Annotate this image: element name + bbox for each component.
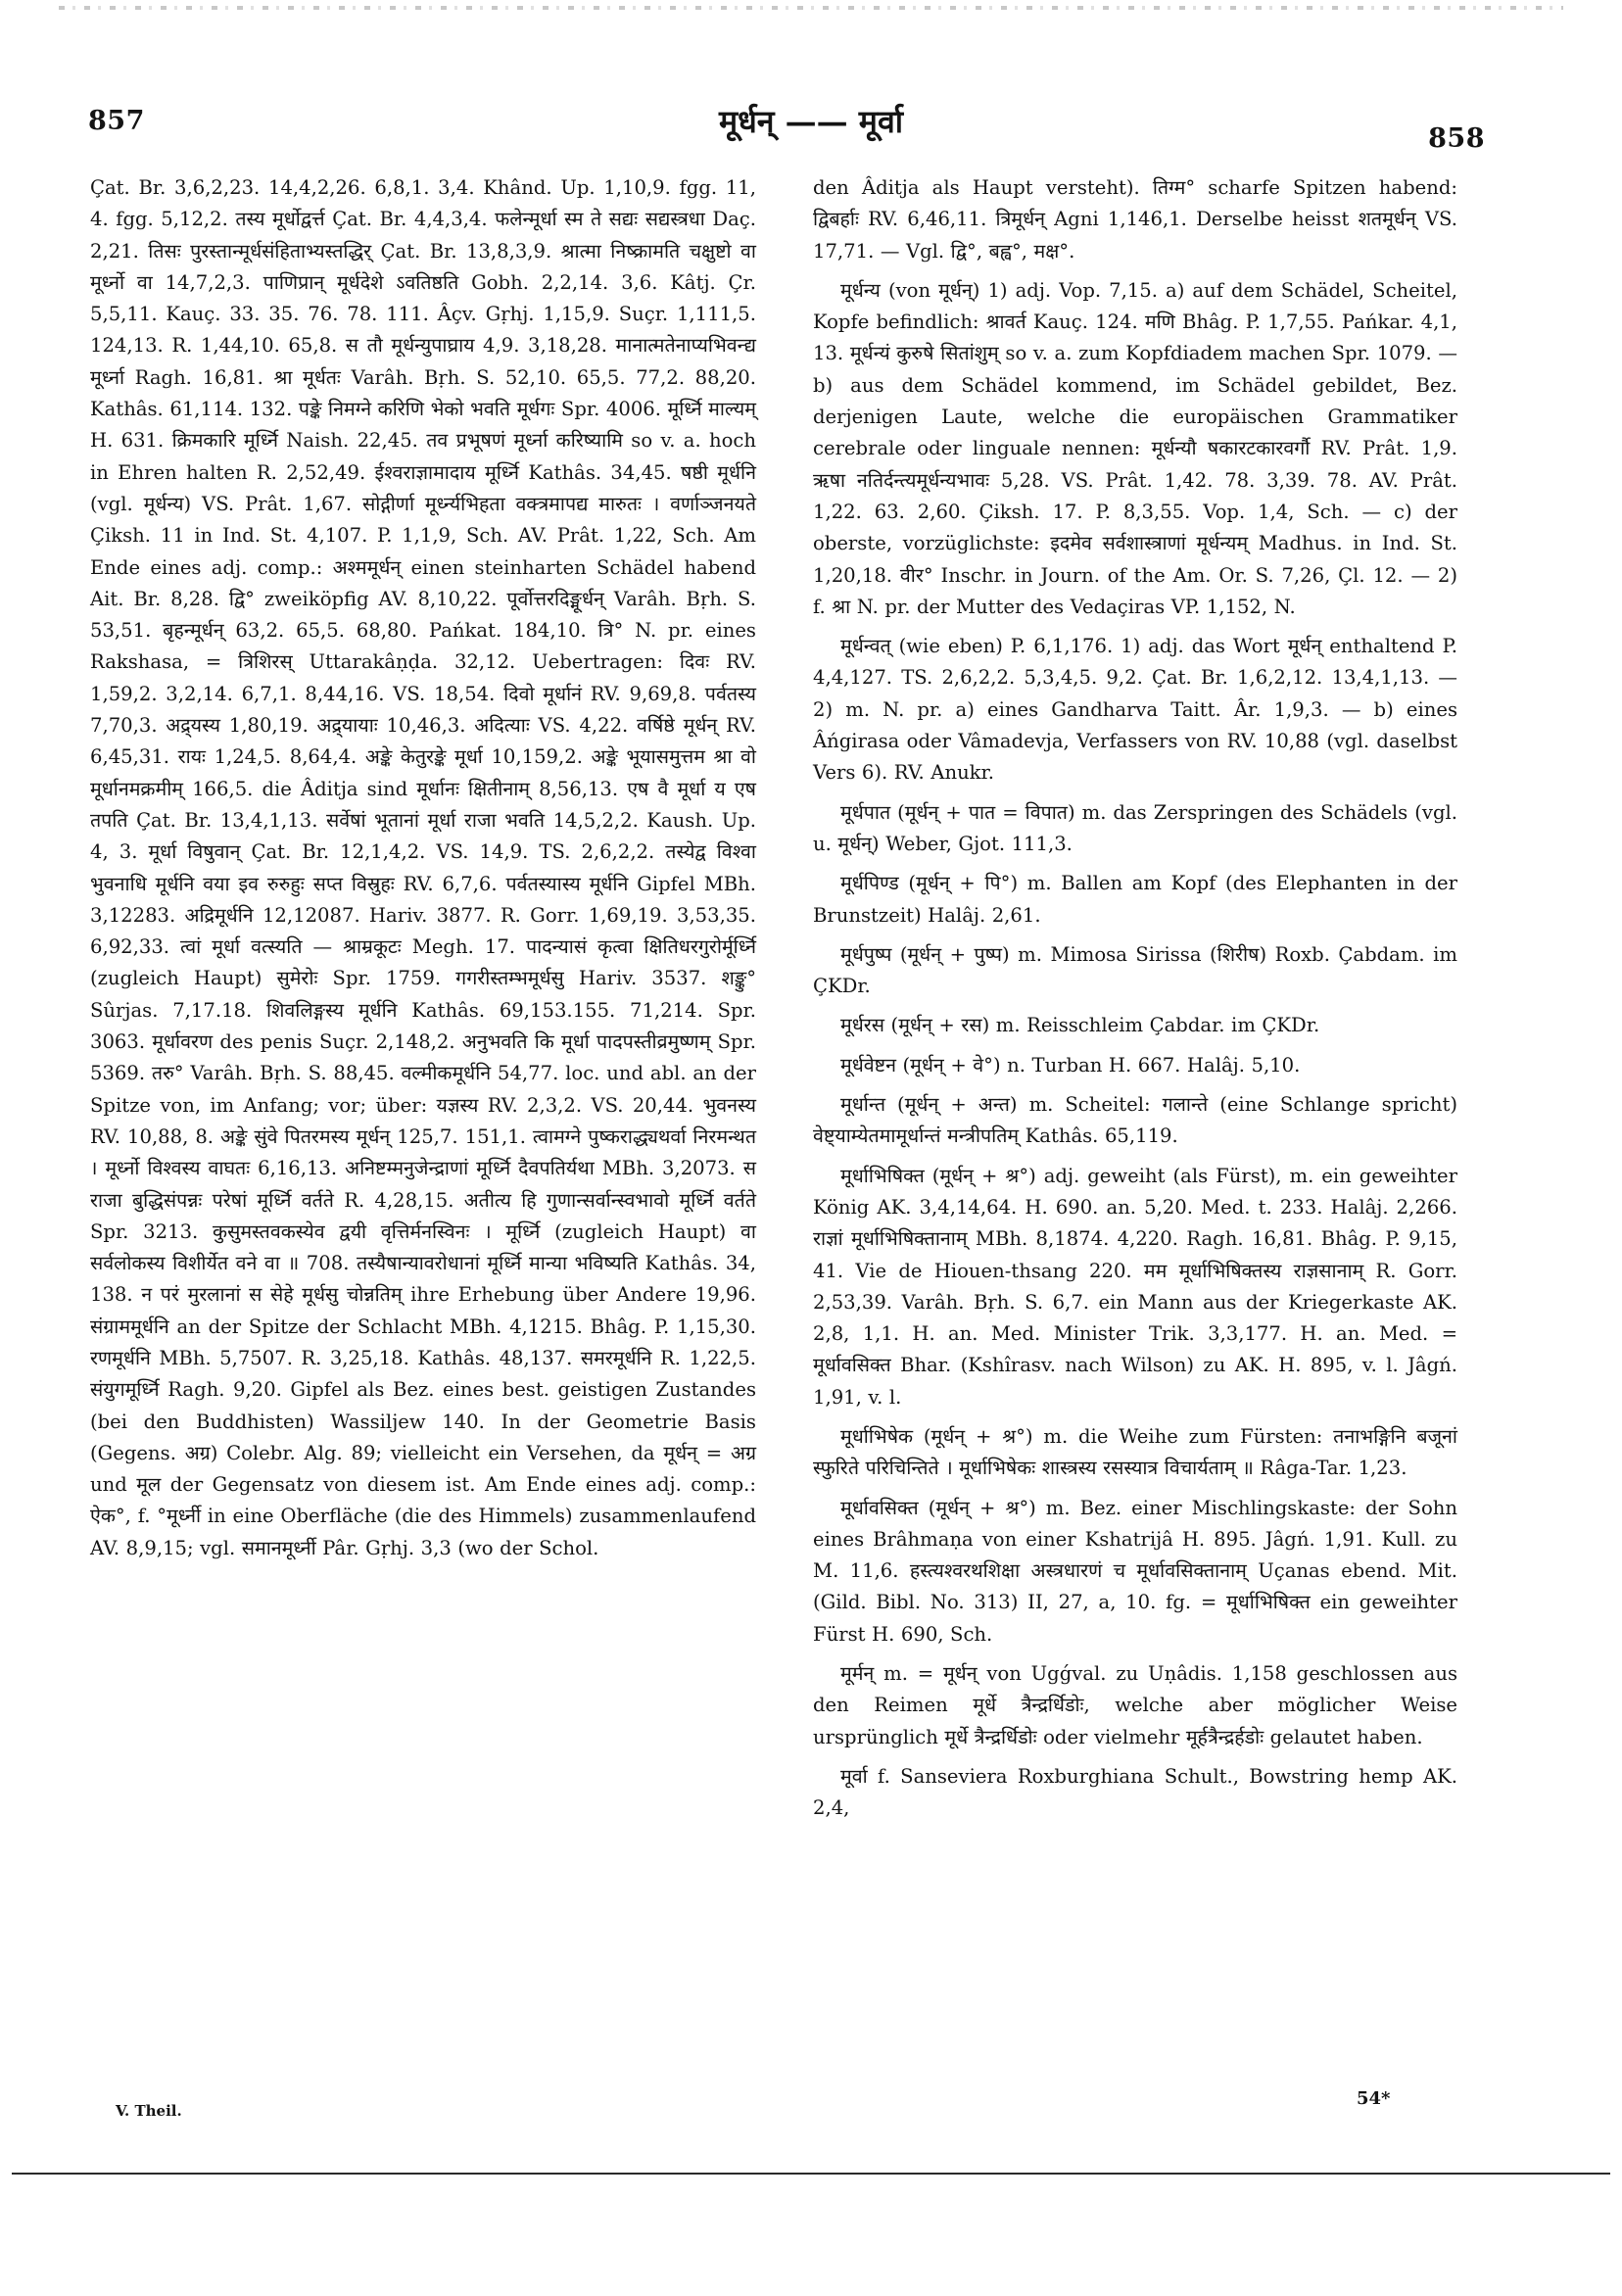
entry-murdhaveshtana: मूर्धवेष्टन (मूर्धन्‌ + वे°) n. Turban H. 667. Halâj. 5,10. <box>840 1053 1301 1076</box>
entry-murva: मूर्वा f. Sanseviera Roxburghiana Schult., Bowstring hemp AK. 2,4, <box>813 1764 1457 1820</box>
entry-murdhanta: मूर्धान्त (मूर्धन्‌ + अन्त) m. Scheitel: गलान्ते (eine Schlange spricht) वेष्ट्याम्येतमामूर्धान्तं मन्त्रीपतिम्‌ Kathâs. 65,119. <box>813 1093 1457 1148</box>
running-header-title: मूर्धन् —— मूर्वा <box>718 103 904 140</box>
entry-murdhabhisheka: मूर्धाभिषेक (मूर्धन्‌ + श्र°) m. die Weihe zum Fürsten: तनाभङ्गिनि बजूनां स्फुरिते परिचिन्तिते । मूर्धाभिषेकः शास्त्रस्य रसस्यात्र विचार्यताम्‌ ॥ Râga-Tar. 1,23. <box>813 1424 1457 1480</box>
entry-murdharasa: मूर्धरस (मूर्धन्‌ + रस) m. Reisschleim Çabdar. im ÇKDr. <box>840 1014 1320 1037</box>
left-column-text: Çat. Br. 3,6,2,23. 14,4,2,26. 6,8,1. 3,4. Khând. Up. 1,10,9. fgg. 11, 4. fgg. 5,12,2. तस्य मूर्धोद्वर्त्त Çat. Br. 4,4,3,4. फलेन्मूर्धा स्म ते सद्यः सद्यस्त्रधा Daç. 2,21. तिसः पुरस्तान्मूर्धसंहिताभ्यस्तद्धिर्‌ Çat. Br. 13,8,3,9. श्रात्मा निष्क्रामति चक्षुष्टो वा मूर्ध्नो वा 14,7,2,3. पाणिप्रान्‌ मूर्धदेशे ऽवतिष्ठति Gobh. 2,2,14. 3,6. Kâtj. Çr. 5,5,11. Kauç. 33. 35. 76. 78. 111. Âçv. Gṛhj. 1,15,9. Suçr. 1,111,5. 124,13. R. 1,44,10. 65,8. स तौ मूर्धन्युपाघ्राय 4,9. 3,18,28. मानात्मतेनाप्यभिवन्द्य मूर्ध्ना Ragh. 16,81. श्रा मूर्धतः Varâh. Bṛh. S. 52,10. 65,5. 77,2. 88,20. Kathâs. 61,114. 132. पङ्के निमग्ने करिणि भेको भवति मूर्धगः Spr. 4006. मूर्ध्नि माल्यम्‌ H. 631. क्रिमकारि मूर्ध्नि Naish. 22,45. तव प्रभूषणं मूर्ध्ना करिष्यामि so v. a. hoch in Ehren halten R. 2,52,49. ईश्वराज्ञामादाय मूर्ध्नि Kathâs. 34,45. षष्ठी मूर्धनि (vgl. मूर्धन्य) VS. Prât. 1,67. सोद्गीर्णा मूर्ध्न्यभिहता वक्त्रमापद्य मारुतः । वर्णाञ्जनयते Çiksh. 11 in Ind. St. 4,107. P. 1,1,9, Sch. AV. Prât. 1,22, Sch. Am Ende eines adj. comp.: अश्ममूर्धन्‌ einen steinharten Schädel habend Ait. Br. 8,28. द्वि° zweiköpfig AV. 8,10,22. पूर्वोत्तरदिङ्मूर्धन्‌ Varâh. Bṛh. S. 53,51. बृहन्मूर्धन्‌ 63,2. 65,5. 68,80. Pańkat. 184,10. त्रि° N. pr. eines Rakshasa, = त्रिशिरस्‌ Uttarakâṇḍa. 32,12. Uebertragen: दिवः RV. 1,59,2. 3,2,14. 6,7,1. 8,44,16. VS. 18,54. दिवो मूर्धानं RV. 9,69,8. पर्वतस्य 7,70,3. अद्र्यस्य 1,80,19. अद्र्यायाः 10,46,3. अदित्याः VS. 4,22. वर्षिष्ठे मूर्धन्‌ RV. 6,45,31. रायः 1,24,5. 8,64,4. अङ्के केतुरङ्के मूर्धा 10,159,2. अङ्के भूयासमुत्तम श्रा वो मूर्धानमक्रमीम्‌ 166,5. die Âditja sind मूर्धानः क्षितीनाम्‌ 8,56,13. एष वै मूर्धा य एष तपति Çat. Br. 13,4,1,13. सर्वेषां भूतानां मूर्धा राजा भवति 14,5,2,2. Kaush. Up. 4, 3. मूर्धा विषुवान्‌ Çat. Br. 12,1,4,2. VS. 14,9. TS. 2,6,2,2. तस्येद्व विश्वा भुवनाधि मूर्धनि वया इव रुरुहुः सप्त विस्रुहः RV. 6,7,6. पर्वतस्यास्य मूर्धनि Gipfel MBh. 3,12283. अद्रिमूर्धनि 12,12087. Hariv. 3877. R. Gorr. 1,69,19. 3,53,35. 6,92,33. त्वां मूर्धा वत्स्यति — श्राम्रकूटः Megh. 17. पादन्यासं कृत्वा क्षितिधरगुरोर्मूर्ध्नि (zugleich Haupt) सुमेरोः Spr. 1759. गगरीस्तम्भमूर्धसु Hariv. 3537. शङ्कु° Sûrjas. 7,17.18. शिवलिङ्गस्य मूर्धनि Kathâs. 69,153.155. 71,214. Spr. 3063. मूर्धावरण des penis Suçr. 2,148,2. अनुभवति कि मूर्धा पादपस्तीव्रमुष्णम्‌ Spr. 5369. तरु° Varâh. Bṛh. S. 88,45. वल्मीकमूर्धनि 54,77. loc. und abl. an der Spitze von, im Anfang; vor; über: यज्ञस्य RV. 2,3,2. VS. 20,44. भुवनस्य RV. 10,88, 8. अङ्के सुंवे पितरमस्य मूर्धन्‌ 125,7. 151,1. त्वामग्ने पुष्कराद्ध्यथर्वा निरमन्थत । मूर्ध्नो विश्वस्य वाघतः 6,16,13. अनिष्टम्मनुजेन्द्राणां मूर्ध्नि दैवपतिर्यथा MBh. 3,2073. स राजा बुद्धिसंपन्नः परेषां मूर्ध्नि वर्तते R. 4,28,15. अतीत्य हि गुणान्सर्वान्स्वभावो मूर्ध्नि वर्तते Spr. 3213. कुसुमस्तवकस्येव द्वयी वृत्तिर्मनस्विनः । मूर्ध्नि (zugleich Haupt) वा सर्वलोकस्य विशीर्येत वने वा ॥ 708. तस्यैषान्यावरोधानां मूर्ध्नि मान्या भविष्यति Kathâs. 34, 138. न परं मुरलानां स सेहे मूर्धसु चोन्नतिम्‌ ihre Erhebung über Andere 19,96. संग्राममूर्धनि an der Spitze der Schlacht MBh. 4,1215. Bhâg. P. 1,15,30. रणमूर्धनि MBh. 5,7507. R. 3,25,18. Kathâs. 48,137. समरमूर्धनि R. 1,22,5. संयुगमूर्ध्नि Ragh. 9,20. Gipfel als Bez. eines best. geistigen Zustandes (bei den Buddhisten) Wassiljew 140. In der Geometrie Basis (Gegens. अग्र) Colebr. Alg. 89; vielleicht ein Versehen, da मूर्धन्‌ = अग्र und मूल der Gegensatz von diesem ist. Am Ende eines adj. comp.: ऐक°, f. °मूर्ध्नी in eine Oberfläche (die des Himmels) zusammenlaufend AV. 8,9,15; vgl. समानमूर्ध्नी Pâr. Gṛhj. 3,3 (wo der Schol. <box>90 176 756 1559</box>
entry-murdhapata: मूर्धपात (मूर्धन्‌ + पात = विपात) m. das Zerspringen des Schädels (vgl. u. मूर्धन्‌) Weber, Gjot. 111,3. <box>813 800 1457 855</box>
right-column <box>813 172 1457 1825</box>
entry-murdhanya: मूर्धन्य (von मूर्धन्‌) 1) adj. Vop. 7,15. a) auf dem Schädel, Scheitel, Kopfe befindlich: श्रावर्त Kauç. 124. मणि Bhâg. P. 1,7,55. Pańkar. 4,1, 13. मूर्धन्यं कुरुषे सितांशुम्‌ so v. a. zum Kopfdiadem machen Spr. 1079. — b) aus dem Schädel kommend, im Schädel gebildet, Bez. derjenigen Laute, welche die europäischen Grammatiker cerebrale oder linguale nennen: मूर्धन्यौ षकारटकारवर्गौ RV. Prât. 1,9. ऋषा नतिर्दन्त्यमूर्धन्यभावः 5,28. VS. Prât. 1,42. 78. 3,39. 78. AV. Prât. 1,22. 63. 2,60. Çiksh. 17. P. 8,3,55. Vop. 1,4, Sch. — c) der oberste, vorzüglichste: इदमेव सर्वशास्त्राणां मूर्धन्यम्‌ Madhus. in Ind. St. 1,20,18. वीर° Inschr. in Journ. of the Am. Or. S. 7,26, Çl. 12. — 2) f. श्रा N. pr. der Mutter des Vedaçiras VP. 1,152, N. <box>813 278 1457 618</box>
entry-murdhanvat: मूर्धन्वत्‌ (wie eben) P. 6,1,176. 1) adj. das Wort मूर्धन्‌ enthaltend P. 4,4,127. TS. 2,6,2,2. 5,3,4,5. 9,2. Çat. Br. 1,6,2,12. 13,4,1,13. — 2) m. N. pr. a) eines Gandharva Taitt. Âr. 1,9,3. — b) eines Âńgirasa oder Vâmadevja, Verfassers von RV. 10,88 (vgl. daselbst Vers 6). RV. Anukr. <box>813 635 1457 785</box>
sheet-signature: 54* <box>1357 2088 1391 2109</box>
page-number-right: 858 <box>1428 123 1485 154</box>
entry-murdhavasikta: मूर्धावसिक्त (मूर्धन्‌ + श्र°) m. Bez. einer Mischlingskaste: der Sohn eines Brâhmaṇa von einer Kshatrijâ H. 895. Jâgń. 1,91. Kull. zu M. 11,6. हस्त्यश्वरथशिक्षा अस्त्रधारणं च मूर्धावसिक्तानाम्‌ Uçanas ebend. Mit. (Gild. Bibl. No. 313) II, 27, a, 10. fg. = मूर्धाभिषिक्त ein geweihter Fürst H. 690, Sch. <box>813 1496 1457 1646</box>
left-column <box>90 172 756 1564</box>
entry-murdhapushpa: मूर्धपुष्प (मूर्धन्‌ + पुष्प) m. Mimosa Sirissa (शिरीष) Roxb. Çabdam. im ÇKDr. <box>813 942 1457 998</box>
entry-murdhabhishikta: मूर्धाभिषिक्त (मूर्धन्‌ + श्र°) adj. geweiht (als Fürst), m. ein geweihter König AK. 3,4,14,64. H. 690. an. 5,20. Med. t. 233. Halâj. 2,266. राज्ञां मूर्धाभिषिक्तानाम्‌ MBh. 8,1874. 4,220. Ragh. 16,81. Bhâg. P. 9,15, 41. Vie de Hiouen-thsang 220. मम मूर्धाभिषिक्तस्य राज्ञसानाम्‌ R. Gorr. 2,53,39. Varâh. Bṛh. S. 6,7. ein Mann aus der Kriegerkaste AK. 2,8, 1,1. H. an. Med. Minister Trik. 3,3,177. H. an. Med. = मूर्धावसिक्त Bhar. (Kshîrasv. nach Wilson) zu AK. H. 895, v. l. Jâgń. 1,91, v. l. <box>813 1164 1457 1409</box>
entry-murman: मूर्मन्‌ m. = मूर्धन्‌ von Ugǵval. zu Uṇâdis. 1,158 geschlossen aus den Reimen मूर्धे त्रैन्द्रर्धिडोः, welche aber möglicher Weise ursprünglich मूर्धे त्रैन्द्रर्धिडोः oder vielmehr मूर्हत्रैन्द्रर्हडोः gelautet haben. <box>813 1662 1457 1748</box>
page-number-left: 857 <box>88 106 145 136</box>
scan-artifact-top <box>59 6 1563 10</box>
entry-continuation: den Âditja als Haupt versteht). तिग्म° scharfe Spitzen habend: द्विबर्हाः RV. 6,46,11. त्रिमूर्धन्‌ Agni 1,146,1. Derselbe heisst शतमूर्धन्‌ VS. 17,71. — Vgl. द्वि°, बह्व°, मक्ष°. <box>813 176 1457 263</box>
volume-signature: V. Theil. <box>116 2102 182 2120</box>
entry-murdhapinda: मूर्धपिण्ड (मूर्धन्‌ + पि°) m. Ballen am Kopf (des Elephanten in der Brunstzeit) Halâj. 2,61. <box>813 872 1457 927</box>
bottom-rule <box>12 2173 1610 2175</box>
